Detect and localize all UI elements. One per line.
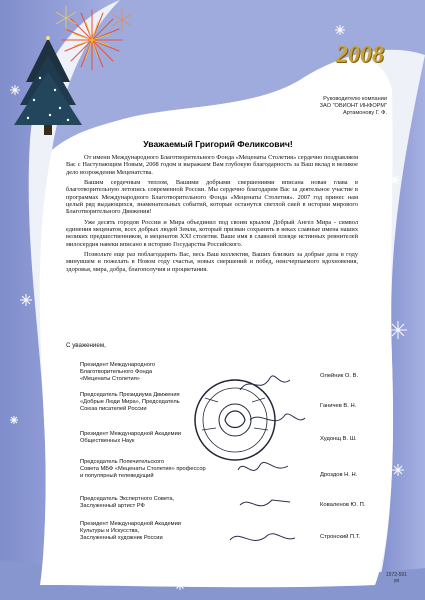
role-line: Культуры и Искусства, <box>80 528 140 534</box>
signatory-name: Коваленов Ю. П. <box>320 502 366 508</box>
closing-text: С уважением, <box>66 342 106 349</box>
greeting-heading: Уважаемый Григорий Феликсович! <box>143 139 293 149</box>
role-line: «Меценаты Столетия» <box>80 376 140 382</box>
body-paragraph: От имени Международного Благотворительного Фонда «Меценаты Столетия» сердечно поздравляем Вас с Наступающим Новым, 2008 годом и выражаем Вам глубокую благодарность за Ваш вклад в великое дело возрождения Меценатства. <box>66 154 358 176</box>
official-seal-stamp <box>195 380 275 460</box>
role-line: «Добрые Люди Мира», Председатель <box>80 399 180 405</box>
role-line: Общественных Наук <box>80 438 135 444</box>
role-line: Благотворительного Фонда <box>80 369 153 375</box>
role-line: Председатель Экспертного Совета, <box>80 496 175 502</box>
body-paragraph: Вашим сердечным теплом, Вашими добрыми свершениями вписана новая глава в благотворительную летопись современной России. Мы сердечно благодарим Вас за деятельное участие в программах Международного Благотворительного Фонда «Меценаты Столетия». 2007 год принес нам целый ряд выдающихся, знаменательных событий, которые останутся светлой сией в истории мирового Благотворительного Движения! <box>66 179 358 216</box>
role-line: Союза писателей России <box>80 406 147 412</box>
role-line: Заслуженный артист РФ <box>80 503 145 509</box>
letter-body <box>66 154 358 276</box>
role-line: и популярный телеведущий <box>80 473 154 479</box>
code-line: 1572-591 <box>385 572 407 578</box>
document-code <box>386 572 407 584</box>
role-line: Председатель Попечительского <box>80 459 165 465</box>
recipient-line: ЗАО "ОВИОНТ ИНФОРМ" <box>319 103 387 109</box>
role-line: Президент Международного <box>80 362 155 368</box>
signatory-name: Стронский П.Т. <box>320 534 361 540</box>
signatory-name: Олейник О. В. <box>320 373 359 379</box>
role-line: Совета МБФ «Меценаты Столетия» профессор <box>80 466 206 472</box>
signatory-name: Дроздов Н. Н. <box>320 472 358 478</box>
recipient-block <box>267 96 387 117</box>
seal-and-signatures <box>180 370 320 570</box>
signatory-name: Худонщ В. Ш. <box>320 436 357 442</box>
body-paragraph: Позвольте еще раз поблагодарить Вас, весь Ваш коллектив, Ваших близких за добрые дела в году минувшем и пожелать в Новом году счастья, новых свершений и побед, неисчерпаемого вдохновения, здоровья, мира, добра, благополучия и процветания. <box>66 251 358 273</box>
role-line: Президент Международной Академии <box>80 431 181 437</box>
signatory-name: Ганичев В. Н. <box>320 403 357 409</box>
role-line: Председатель Президиума Движения <box>80 392 180 398</box>
body-paragraph: Уже десять городов России и Мира объединил под своим крылом Добрый Ангел Мира - символ единения меценатов, всех добрых людей Земли, который призван сохранить в веках славные имена наших великих предшественников, и меценатов XXI столетия. Ваше имя в славной плеяде истинных ревнителей милосердия навеки вписано в историю Государства Российского. <box>66 218 358 248</box>
year-2008-logo <box>336 42 396 82</box>
code-line: ув <box>393 578 399 584</box>
role-line: Президент Международной Академии <box>80 521 181 527</box>
recipient-line: Руководителю компании <box>323 96 387 102</box>
handwritten-signatures <box>230 376 305 541</box>
recipient-line: Артамонову Г. Ф. <box>343 110 387 116</box>
role-line: Заслуженный художник России <box>80 535 163 541</box>
year-text: 2008 <box>336 42 384 68</box>
